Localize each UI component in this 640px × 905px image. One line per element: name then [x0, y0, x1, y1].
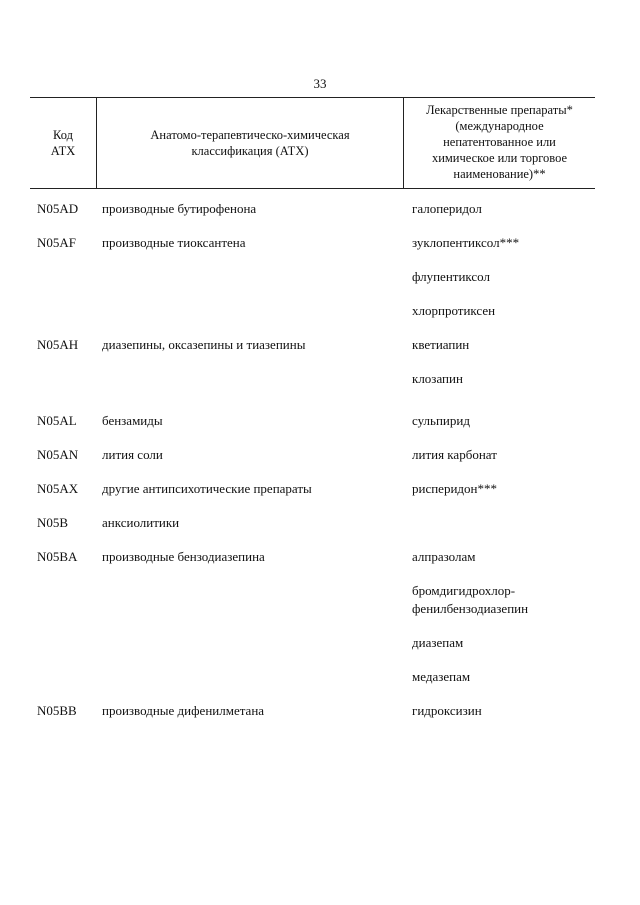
drug-name: диазепам [412, 635, 464, 650]
atc-classification: производные тиоксантена [102, 235, 246, 250]
atc-code: N05AH [37, 337, 79, 352]
atc-classification: бензамиды [102, 413, 163, 428]
drug-name: сульпирид [412, 413, 470, 428]
atc-classification: производные дифенилметана [102, 703, 265, 718]
drug-name: клозапин [412, 371, 463, 386]
header-classification-label: Анатомо-терапевтическо-химическая классификация (АТХ) [150, 128, 350, 158]
drug-name: хлорпротиксен [412, 303, 496, 318]
atc-code: N05BA [37, 549, 78, 564]
header-drug-label: Лекарственные препараты* (международное непатентованное или химическое или торговое наименование)** [426, 103, 573, 181]
drug-name: кветиапин [412, 337, 470, 352]
header-code-label: Код АТХ [50, 128, 76, 158]
atc-code: N05BB [37, 703, 77, 718]
atc-classification: другие антипсихотические препараты [102, 481, 312, 496]
page-number: 33 [313, 76, 327, 91]
header-drug-column [404, 98, 595, 188]
header-classification-column [97, 98, 404, 188]
drug-name: рисперидон*** [412, 481, 497, 496]
drug-name: зуклопентиксол*** [412, 235, 520, 250]
atc-code: N05AN [37, 447, 79, 462]
atc-classification: производные бутирофенона [102, 201, 257, 216]
drug-name: алпразолам [412, 549, 476, 564]
atc-code: N05AF [37, 235, 77, 250]
drug-name: бромдигидрохлор- фенилбензодиазепин [412, 583, 529, 616]
atc-classification: производные бензодиазепина [102, 549, 265, 564]
drug-name: гидроксизин [412, 703, 482, 718]
drug-name: флупентиксол [412, 269, 490, 284]
atc-code: N05AX [37, 481, 79, 496]
atc-classification: диазепины, оксазепины и тиазепины [102, 337, 306, 352]
header-code-column [30, 98, 97, 188]
atc-code: N05AL [37, 413, 77, 428]
drug-name: медазепам [412, 669, 471, 684]
atc-classification: лития соли [102, 447, 163, 462]
table-header [30, 97, 595, 189]
drug-name: лития карбонат [412, 447, 497, 462]
atc-code: N05AD [37, 201, 79, 216]
atc-classification: анксиолитики [102, 515, 180, 530]
drug-name: галоперидол [412, 201, 482, 216]
atc-code: N05B [37, 515, 69, 530]
